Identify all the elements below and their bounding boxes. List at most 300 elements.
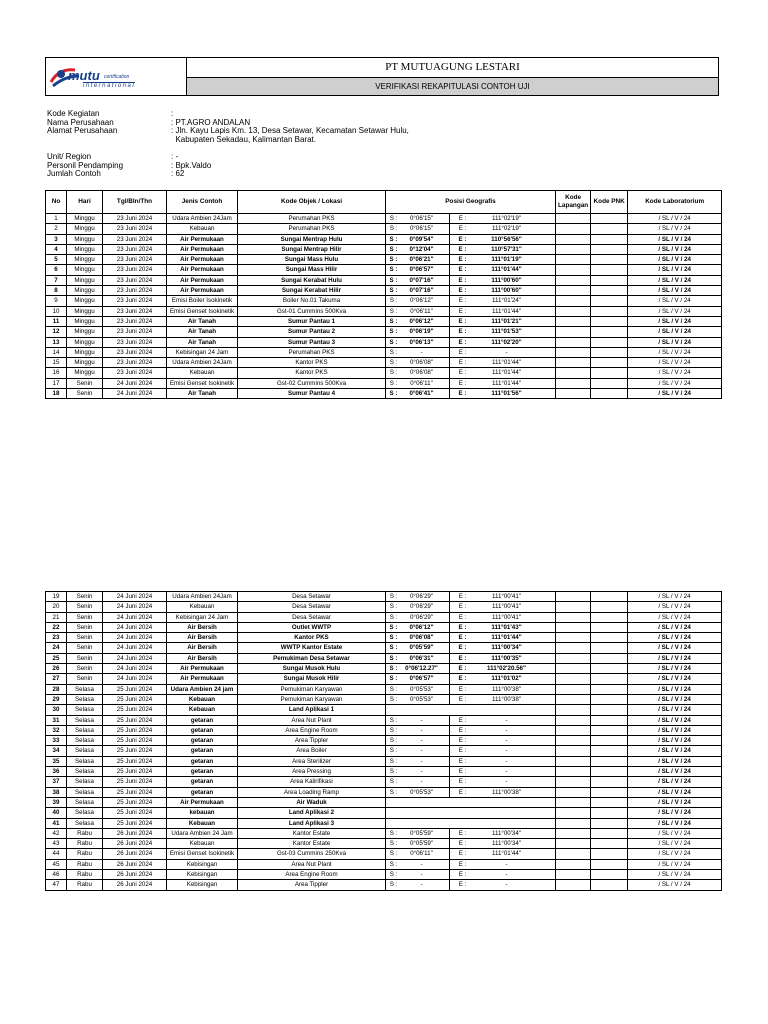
latitude-value: 0°06'31": [409, 654, 434, 662]
cell-lokasi: Area Engine Room: [238, 870, 386, 880]
cell-tgl: 23 Juni 2024: [103, 255, 167, 265]
latitude-value: 0°06'08": [409, 369, 434, 377]
longitude-value: 111°01'44": [491, 379, 522, 387]
cell-lokasi: Outlet WWTP: [238, 622, 386, 632]
cell-latitude: S : 0°06'15": [386, 214, 450, 224]
cell-kode-lapangan: [556, 327, 591, 337]
cell-kode-pnk: [591, 880, 628, 890]
cell-posisi-empty: [386, 797, 556, 807]
cell-no: 4: [46, 244, 67, 254]
cell-hari: Senin: [67, 602, 103, 612]
cell-hari: Rabu: [67, 870, 103, 880]
cell-kode-lapangan: [556, 839, 591, 849]
cell-kode-lab: / SL / V / 24: [628, 214, 722, 224]
cell-lokasi: Gst-03 Cummins 250Kva: [238, 849, 386, 859]
cell-jenis: Kebisingan: [167, 859, 238, 869]
cell-jenis: getaran: [167, 787, 238, 797]
cell-lokasi: Desa Setawar: [238, 592, 386, 602]
cell-hari: Senin: [67, 653, 103, 663]
latitude-value: 0°06'21": [409, 256, 434, 264]
latitude-value: 0°06'11": [410, 850, 433, 858]
cell-tgl: 26 Juni 2024: [103, 839, 167, 849]
cell-longitude: E : 111°02'19": [450, 224, 556, 234]
cell-jenis: Air Tanah: [167, 389, 238, 399]
table-row: [46, 602, 722, 612]
longitude-value: 111°01'44": [491, 266, 522, 274]
cell-kode-lab: / SL / V / 24: [628, 244, 722, 254]
longitude-value: 111°01'44": [491, 307, 522, 315]
cell-longitude: E : 111°01'44": [450, 849, 556, 859]
cell-kode-lab: / SL / V / 24: [628, 828, 722, 838]
cell-hari: Senin: [67, 633, 103, 643]
info-block: [47, 110, 409, 179]
cell-kode-lab: / SL / V / 24: [628, 327, 722, 337]
cell-jenis: Kebauan: [167, 818, 238, 828]
cell-latitude: S : 0°06'08": [386, 358, 450, 368]
cell-lokasi: Sumur Pantau 4: [238, 389, 386, 399]
cell-kode-pnk: [591, 347, 628, 357]
cell-longitude: E : 111°00'38": [450, 684, 556, 694]
cell-jenis: Udara Ambien 24Jam: [167, 592, 238, 602]
cell-no: 42: [46, 828, 67, 838]
cell-lokasi: WWTP Kantor Estate: [238, 643, 386, 653]
cell-kode-pnk: [591, 286, 628, 296]
cell-lokasi: Perumahan PKS: [238, 214, 386, 224]
cell-kode-lapangan: [556, 664, 591, 674]
cell-lokasi: Pemukiman Karyawan: [238, 694, 386, 704]
cell-jenis: Kebauan: [167, 694, 238, 704]
cell-kode-lapangan: [556, 859, 591, 869]
cell-kode-pnk: [591, 859, 628, 869]
cell-no: 19: [46, 592, 67, 602]
cell-tgl: 25 Juni 2024: [103, 736, 167, 746]
cell-kode-lapangan: [556, 746, 591, 756]
info-label: [47, 136, 171, 145]
cell-latitude: S : 0°06'29": [386, 592, 450, 602]
cell-kode-lapangan: [556, 725, 591, 735]
cell-tgl: 24 Juni 2024: [103, 602, 167, 612]
cell-lokasi: Sumur Pantau 1: [238, 316, 386, 326]
cell-kode-lapangan: [556, 275, 591, 285]
cell-latitude: S : 0°06'11": [386, 849, 450, 859]
cell-longitude: E : -: [450, 746, 556, 756]
cell-lokasi: Sungai Musok Hilir: [238, 674, 386, 684]
cell-no: 35: [46, 756, 67, 766]
longitude-value: 111°00'34": [491, 840, 522, 848]
cell-kode-pnk: [591, 828, 628, 838]
longitude-value: 111°00'38": [491, 685, 522, 693]
cell-latitude: S : -: [386, 756, 450, 766]
cell-kode-lab: / SL / V / 24: [628, 265, 722, 275]
cell-kode-lapangan: [556, 612, 591, 622]
table-row: [46, 327, 722, 337]
table-row: [46, 777, 722, 787]
longitude-value: 111°01'19": [491, 256, 522, 264]
info-row: [47, 136, 409, 145]
cell-kode-pnk: [591, 255, 628, 265]
cell-hari: Minggu: [67, 337, 103, 347]
longitude-value: 111°01'44": [491, 850, 522, 858]
cell-longitude: E : -: [450, 347, 556, 357]
table-row: [46, 378, 722, 388]
cell-jenis: Air Permukaan: [167, 255, 238, 265]
cell-jenis: getaran: [167, 767, 238, 777]
table-row: [46, 368, 722, 378]
longitude-value: 111°01'43": [491, 623, 522, 631]
cell-tgl: 24 Juni 2024: [103, 643, 167, 653]
cell-longitude: E : 111°01'56": [450, 389, 556, 399]
cell-tgl: 23 Juni 2024: [103, 296, 167, 306]
cell-latitude: S : 0°06'12": [386, 622, 450, 632]
cell-kode-lapangan: [556, 306, 591, 316]
cell-jenis: Air Bersih: [167, 622, 238, 632]
cell-tgl: 25 Juni 2024: [103, 818, 167, 828]
cell-jenis: getaran: [167, 777, 238, 787]
cell-latitude: S : -: [386, 859, 450, 869]
table-row: [46, 725, 722, 735]
cell-kode-lab: / SL / V / 24: [628, 255, 722, 265]
cell-lokasi: Pemukiman Karyawan: [238, 684, 386, 694]
cell-no: 18: [46, 389, 67, 399]
cell-kode-pnk: [591, 715, 628, 725]
table-row: [46, 643, 722, 653]
latitude-value: -: [420, 757, 423, 765]
cell-jenis: getaran: [167, 756, 238, 766]
company-title: PT MUTUAGUNG LESTARI: [385, 61, 520, 73]
cell-posisi-empty: [386, 705, 556, 715]
cell-longitude: E : 111°01'24": [450, 296, 556, 306]
cell-jenis: Air Permukaan: [167, 275, 238, 285]
cell-jenis: Air Permukaan: [167, 286, 238, 296]
cell-no: 32: [46, 725, 67, 735]
cell-longitude: E : -: [450, 777, 556, 787]
cell-longitude: E : 111°00'41": [450, 592, 556, 602]
longitude-value: -: [505, 778, 508, 786]
table-row: [46, 736, 722, 746]
cell-longitude: E : 111°00'60": [450, 275, 556, 285]
cell-jenis: getaran: [167, 746, 238, 756]
latitude-value: 0°05'53": [409, 685, 434, 693]
cell-longitude: E : 111°01'44": [450, 378, 556, 388]
cell-no: 44: [46, 849, 67, 859]
cell-kode-pnk: [591, 767, 628, 777]
cell-no: 17: [46, 378, 67, 388]
cell-kode-lab: / SL / V / 24: [628, 664, 722, 674]
cell-latitude: S : 0°06'11": [386, 306, 450, 316]
cell-kode-pnk: [591, 265, 628, 275]
latitude-value: 0°06'29": [409, 613, 434, 621]
longitude-value: 111°00'60": [491, 287, 522, 295]
table-row: [46, 828, 722, 838]
cell-no: 37: [46, 777, 67, 787]
cell-lokasi: Sungai Mentrap Hilir: [238, 244, 386, 254]
cell-lokasi: Perumahan PKS: [238, 224, 386, 234]
cell-kode-lapangan: [556, 265, 591, 275]
longitude-value: 111°00'35": [491, 654, 522, 662]
samples-table-part2: [45, 591, 722, 891]
latitude-value: 0°09'54": [409, 235, 434, 243]
cell-kode-lab: / SL / V / 24: [628, 316, 722, 326]
cell-lokasi: Sungai Mass Hilir: [238, 265, 386, 275]
cell-no: 43: [46, 839, 67, 849]
table-row: [46, 224, 722, 234]
latitude-value: -: [420, 778, 423, 786]
cell-latitude: S : 0°06'57": [386, 265, 450, 275]
cell-kode-pnk: [591, 849, 628, 859]
cell-tgl: 24 Juni 2024: [103, 592, 167, 602]
cell-kode-lab: / SL / V / 24: [628, 234, 722, 244]
cell-kode-lapangan: [556, 337, 591, 347]
table-header-row: [46, 191, 722, 214]
cell-tgl: 25 Juni 2024: [103, 777, 167, 787]
cell-kode-lapangan: [556, 777, 591, 787]
cell-tgl: 23 Juni 2024: [103, 214, 167, 224]
table-row: [46, 870, 722, 880]
cell-kode-lapangan: [556, 358, 591, 368]
cell-longitude: E : 111°01'43": [450, 622, 556, 632]
cell-no: 13: [46, 337, 67, 347]
latitude-value: 0°05'59": [409, 829, 434, 837]
cell-latitude: S : 0°06'12": [386, 296, 450, 306]
cell-hari: Minggu: [67, 244, 103, 254]
cell-kode-pnk: [591, 808, 628, 818]
cell-longitude: E : 111°01'19": [450, 255, 556, 265]
cell-kode-pnk: [591, 306, 628, 316]
latitude-value: 0°06'11": [410, 307, 433, 315]
cell-no: 34: [46, 746, 67, 756]
cell-kode-lab: / SL / V / 24: [628, 808, 722, 818]
cell-longitude: E : 111°00'38": [450, 787, 556, 797]
cell-lokasi: Area Tippler: [238, 880, 386, 890]
cell-no: 27: [46, 674, 67, 684]
latitude-value: -: [420, 768, 423, 776]
cell-no: 31: [46, 715, 67, 725]
cell-latitude: S : 0°05'59": [386, 828, 450, 838]
cell-jenis: Kebauan: [167, 224, 238, 234]
cell-kode-lapangan: [556, 684, 591, 694]
cell-kode-lab: / SL / V / 24: [628, 839, 722, 849]
cell-no: 8: [46, 286, 67, 296]
cell-latitude: S : 0°12'04": [386, 244, 450, 254]
cell-kode-lapangan: [556, 797, 591, 807]
latitude-value: -: [420, 348, 423, 356]
cell-no: 2: [46, 224, 67, 234]
cell-no: 24: [46, 643, 67, 653]
cell-no: 30: [46, 705, 67, 715]
cell-kode-lab: / SL / V / 24: [628, 389, 722, 399]
cell-kode-pnk: [591, 612, 628, 622]
table-row: [46, 244, 722, 254]
cell-kode-pnk: [591, 653, 628, 663]
cell-latitude: S : 0°06'12.27": [386, 664, 450, 674]
longitude-value: -: [505, 726, 508, 734]
cell-no: 5: [46, 255, 67, 265]
cell-jenis: Air Bersih: [167, 653, 238, 663]
cell-tgl: 23 Juni 2024: [103, 244, 167, 254]
cell-kode-lab: / SL / V / 24: [628, 602, 722, 612]
latitude-value: 0°06'15": [409, 225, 434, 233]
cell-kode-lab: / SL / V / 24: [628, 296, 722, 306]
cell-no: 40: [46, 808, 67, 818]
longitude-value: 111°02'19": [491, 215, 522, 222]
cell-tgl: 25 Juni 2024: [103, 756, 167, 766]
cell-kode-lab: / SL / V / 24: [628, 674, 722, 684]
latitude-value: 0°06'08": [409, 634, 434, 642]
latitude-value: -: [420, 871, 423, 879]
cell-kode-lab: / SL / V / 24: [628, 797, 722, 807]
cell-kode-lapangan: [556, 633, 591, 643]
cell-hari: Rabu: [67, 828, 103, 838]
cell-hari: Selasa: [67, 808, 103, 818]
longitude-value: 110°57'31": [491, 245, 522, 253]
cell-lokasi: Kantor PKS: [238, 368, 386, 378]
cell-tgl: 23 Juni 2024: [103, 327, 167, 337]
cell-hari: Selasa: [67, 767, 103, 777]
cell-jenis: Emisi Genset Isokinetik: [167, 378, 238, 388]
cell-jenis: getaran: [167, 736, 238, 746]
cell-jenis: Air Tanah: [167, 316, 238, 326]
cell-hari: Selasa: [67, 777, 103, 787]
cell-jenis: Air Tanah: [167, 337, 238, 347]
cell-latitude: S : -: [386, 736, 450, 746]
cell-hari: Minggu: [67, 327, 103, 337]
cell-kode-pnk: [591, 234, 628, 244]
cell-jenis: Kebisingan 24 Jam: [167, 612, 238, 622]
cell-hari: Minggu: [67, 234, 103, 244]
cell-kode-pnk: [591, 214, 628, 224]
cell-latitude: S : 0°05'53": [386, 694, 450, 704]
cell-kode-lapangan: [556, 592, 591, 602]
cell-hari: Selasa: [67, 725, 103, 735]
cell-lokasi: Area Boiler: [238, 746, 386, 756]
cell-hari: Rabu: [67, 839, 103, 849]
table-row: [46, 674, 722, 684]
cell-hari: Selasa: [67, 736, 103, 746]
cell-kode-lab: / SL / V / 24: [628, 767, 722, 777]
cell-kode-pnk: [591, 296, 628, 306]
info-label: Kode Kegiatan: [47, 109, 100, 118]
cell-latitude: S : -: [386, 777, 450, 787]
cell-longitude: E : 111°01'02": [450, 674, 556, 684]
cell-lokasi: Area Nut Plant: [238, 715, 386, 725]
cell-lokasi: Kantor Estate: [238, 839, 386, 849]
cell-kode-lapangan: [556, 880, 591, 890]
longitude-value: -: [505, 871, 508, 879]
cell-kode-pnk: [591, 378, 628, 388]
table-row: [46, 265, 722, 275]
table-row: [46, 859, 722, 869]
cell-latitude: S : 0°05'53": [386, 787, 450, 797]
cell-kode-lapangan: [556, 705, 591, 715]
col-kode-lapangan: Kode Lapangan: [556, 191, 591, 214]
latitude-value: -: [420, 860, 423, 868]
info-label: Personil Pendamping: [47, 160, 124, 170]
cell-kode-lab: / SL / V / 24: [628, 306, 722, 316]
latitude-value: 0°12'04": [409, 245, 434, 253]
cell-kode-lab: / SL / V / 24: [628, 777, 722, 787]
cell-kode-lapangan: [556, 378, 591, 388]
table-row: [46, 296, 722, 306]
cell-kode-pnk: [591, 622, 628, 632]
cell-no: 6: [46, 265, 67, 275]
cell-lokasi: Sungai Musok Hulu: [238, 664, 386, 674]
cell-tgl: 24 Juni 2024: [103, 612, 167, 622]
latitude-value: -: [420, 737, 423, 745]
cell-hari: Senin: [67, 674, 103, 684]
cell-kode-lab: / SL / V / 24: [628, 859, 722, 869]
cell-kode-lab: / SL / V / 24: [628, 224, 722, 234]
cell-tgl: 25 Juni 2024: [103, 725, 167, 735]
longitude-value: 111°02'20.56": [487, 665, 526, 673]
cell-kode-pnk: [591, 674, 628, 684]
table-row: [46, 705, 722, 715]
longitude-value: 111°02'20": [491, 338, 522, 346]
cell-lokasi: Sumur Pantau 3: [238, 337, 386, 347]
cell-kode-lapangan: [556, 849, 591, 859]
longitude-value: 111°00'38": [491, 695, 522, 703]
table-row: [46, 880, 722, 890]
cell-longitude: E : 111°00'34": [450, 828, 556, 838]
cell-kode-lab: / SL / V / 24: [628, 818, 722, 828]
cell-kode-pnk: [591, 870, 628, 880]
table-row: [46, 255, 722, 265]
cell-kode-pnk: [591, 327, 628, 337]
cell-longitude: E : 111°00'60": [450, 286, 556, 296]
table-row: [46, 839, 722, 849]
cell-tgl: 24 Juni 2024: [103, 389, 167, 399]
cell-kode-lab: / SL / V / 24: [628, 592, 722, 602]
cell-latitude: S : 0°06'31": [386, 653, 450, 663]
cell-tgl: 23 Juni 2024: [103, 224, 167, 234]
info-row: [47, 170, 409, 179]
cell-tgl: 23 Juni 2024: [103, 368, 167, 378]
longitude-value: 111°00'38": [491, 788, 522, 796]
latitude-value: 0°06'08": [409, 359, 434, 367]
cell-kode-lapangan: [556, 286, 591, 296]
cell-kode-lab: / SL / V / 24: [628, 286, 722, 296]
cell-kode-pnk: [591, 839, 628, 849]
cell-latitude: S : 0°06'08": [386, 633, 450, 643]
longitude-value: 111°00'41": [491, 613, 522, 621]
table-row: [46, 337, 722, 347]
longitude-value: 111°01'02": [491, 675, 522, 683]
cell-longitude: E : 111°00'35": [450, 653, 556, 663]
cell-kode-lab: / SL / V / 24: [628, 368, 722, 378]
cell-hari: Rabu: [67, 859, 103, 869]
cell-lokasi: Sumur Pantau 2: [238, 327, 386, 337]
col-kode-lab: Kode Laboratorium: [628, 191, 722, 214]
info-row: [47, 144, 409, 153]
cell-latitude: S : 0°06'13": [386, 337, 450, 347]
cell-kode-pnk: [591, 797, 628, 807]
cell-kode-lapangan: [556, 368, 591, 378]
cell-tgl: 23 Juni 2024: [103, 316, 167, 326]
cell-kode-lapangan: [556, 674, 591, 684]
table-row: [46, 592, 722, 602]
cell-hari: Minggu: [67, 368, 103, 378]
cell-tgl: 25 Juni 2024: [103, 787, 167, 797]
cell-no: 20: [46, 602, 67, 612]
cell-kode-lapangan: [556, 255, 591, 265]
longitude-value: -: [505, 737, 508, 745]
cell-latitude: S : 0°06'57": [386, 674, 450, 684]
cell-latitude: S : 0°09'54": [386, 234, 450, 244]
col-lokasi: Kode Objek / Lokasi: [238, 191, 386, 214]
info-value: : 62: [171, 169, 185, 179]
longitude-value: -: [505, 757, 508, 765]
cell-tgl: 24 Juni 2024: [103, 622, 167, 632]
longitude-value: 111°00'34": [491, 829, 522, 837]
